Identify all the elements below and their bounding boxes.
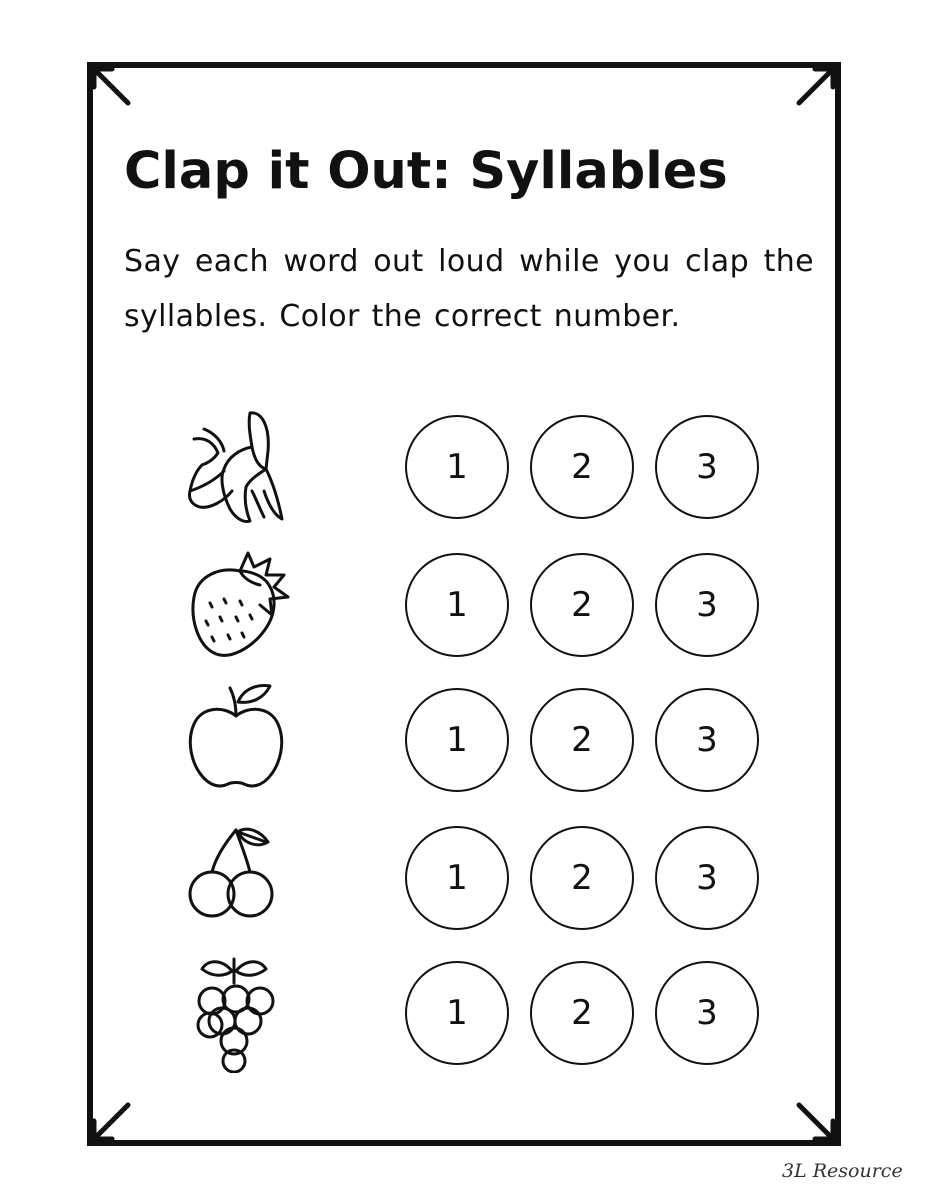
worksheet-title: Clap it Out: Syllables (124, 142, 728, 201)
syllable-choice-3[interactable]: 3 (655, 826, 759, 930)
syllable-row-grapes (180, 953, 780, 1073)
corner-arrow-icon (791, 1097, 839, 1145)
corner-arrow-icon (791, 63, 839, 111)
syllable-choice-3[interactable]: 3 (655, 553, 759, 657)
syllable-choice-1[interactable]: 1 (405, 688, 509, 792)
apple-icon (180, 680, 292, 800)
syllable-choice-3[interactable]: 3 (655, 961, 759, 1065)
strawberry-icon (180, 545, 292, 665)
syllable-row-apple (180, 680, 780, 800)
syllable-choice-3[interactable]: 3 (655, 688, 759, 792)
corner-arrow-icon (88, 63, 136, 111)
syllable-choice-1[interactable]: 1 (405, 415, 509, 519)
syllable-choice-1[interactable]: 1 (405, 553, 509, 657)
syllable-choice-1[interactable]: 1 (405, 826, 509, 930)
syllable-choice-2[interactable]: 2 (530, 688, 634, 792)
syllable-row-banana (180, 407, 780, 527)
cherry-icon (180, 818, 292, 938)
syllable-choice-2[interactable]: 2 (530, 961, 634, 1065)
syllable-choice-1[interactable]: 1 (405, 961, 509, 1065)
syllable-choice-2[interactable]: 2 (530, 415, 634, 519)
syllable-choice-3[interactable]: 3 (655, 415, 759, 519)
brand-watermark: 3L Resource (782, 1160, 903, 1182)
worksheet-instructions: Say each word out loud while you clap the syllables. Color the correct number. (124, 244, 814, 334)
syllable-row-strawberry (180, 545, 780, 665)
syllable-row-cherry (180, 818, 780, 938)
corner-arrow-icon (88, 1097, 136, 1145)
syllable-choice-2[interactable]: 2 (530, 553, 634, 657)
banana-icon (180, 407, 292, 527)
syllable-choice-2[interactable]: 2 (530, 826, 634, 930)
grapes-icon (180, 953, 292, 1073)
